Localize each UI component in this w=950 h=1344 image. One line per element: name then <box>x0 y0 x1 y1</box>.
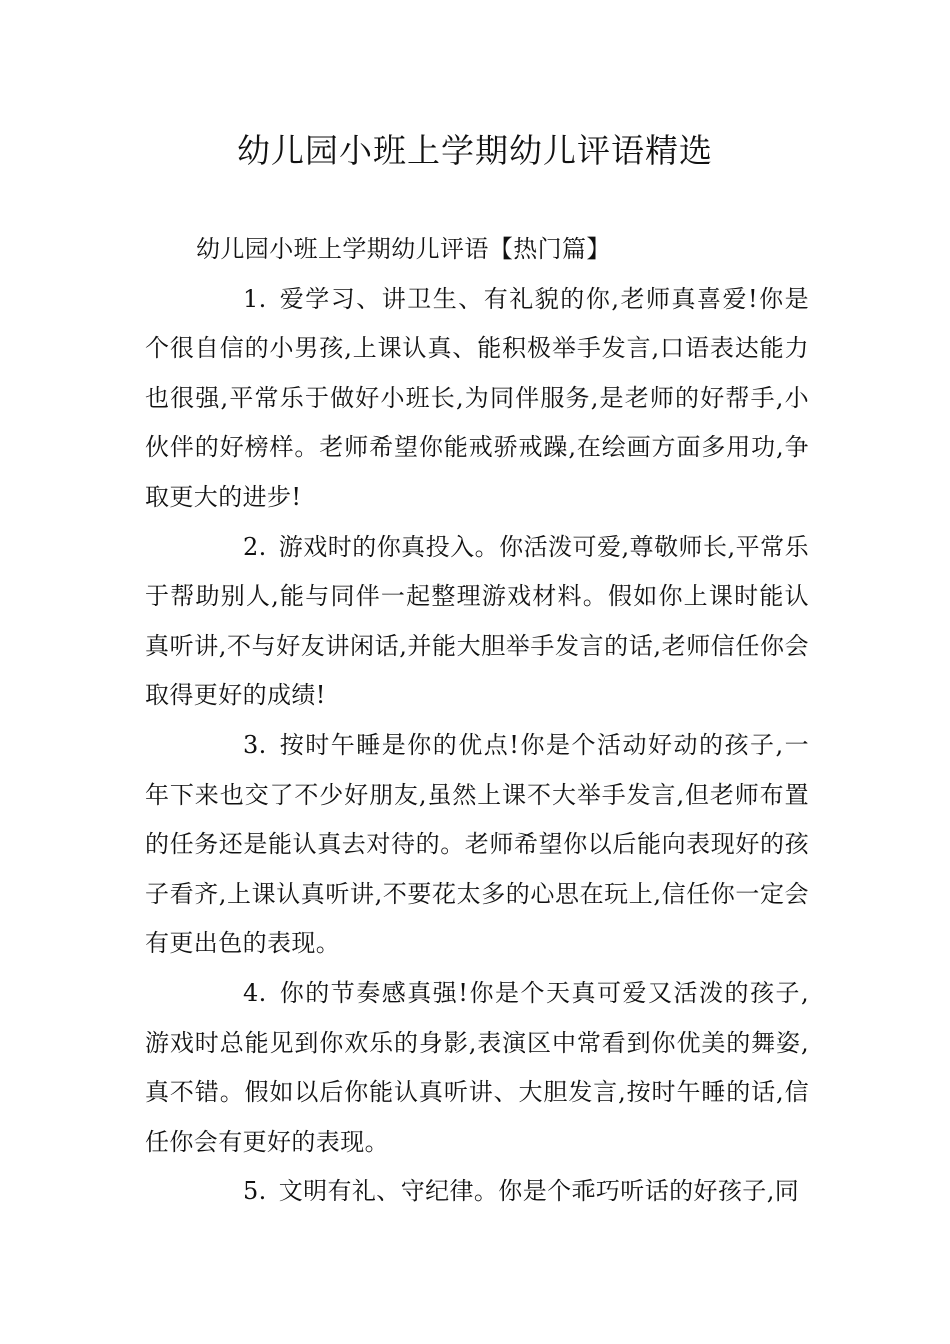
item-text: 文明有礼、守纪律。你是个乖巧听话的好孩子,同 <box>278 1177 800 1206</box>
item-text: 游戏时的你真投入。你活泼可爱,尊敬师长,平常乐于帮助别人,能与同伴一起整理游戏材料。假如你上课时能认真听讲,不与好友讲闲话,并能大胆举手发言的话,老师信任你会取得更好的成绩! <box>145 532 809 710</box>
item-text: 爱学习、讲卫生、有礼貌的你,老师真喜爱!你是个很自信的小男孩,上课认真、能积极举手发言,口语表达能力也很强,平常乐于做好小班长,为同伴服务,是老师的好帮手,小伙伴的好榜样。老师希望你能戒骄戒躁,在绘画方面多用功,争取更大的进步! <box>145 284 809 511</box>
list-item <box>145 1167 809 1217</box>
item-number: 2. <box>243 532 267 561</box>
list-item <box>145 969 809 1167</box>
page-title: 幼儿园小班上学期幼儿评语精选 <box>237 131 713 170</box>
item-number: 1. <box>243 284 267 313</box>
section-subtitle: 幼儿园小班上学期幼儿评语【热门篇】 <box>196 235 611 263</box>
document-body <box>145 225 809 1217</box>
item-text: 按时午睡是你的优点!你是个活动好动的孩子,一年下来也交了不少好朋友,虽然上课不大举手发言,但老师布置的任务还是能认真去对待的。老师希望你以后能向表现好的孩子看齐,上课认真听讲,不要花太多的心思在玩上,信任你一定会有更出色的表现。 <box>145 730 809 958</box>
item-number: 3. <box>243 730 267 759</box>
list-item <box>145 523 809 721</box>
item-number: 5. <box>243 1177 267 1206</box>
item-text: 你的节奏感真强!你是个天真可爱又活泼的孩子,游戏时总能见到你欢乐的身影,表演区中常看到你优美的舞姿,真不错。假如以后你能认真听讲、大胆发言,按时午睡的话,信任你会有更好的表现。 <box>145 978 809 1156</box>
list-item <box>145 721 809 969</box>
list-item <box>145 275 809 523</box>
item-number: 4. <box>243 978 267 1007</box>
